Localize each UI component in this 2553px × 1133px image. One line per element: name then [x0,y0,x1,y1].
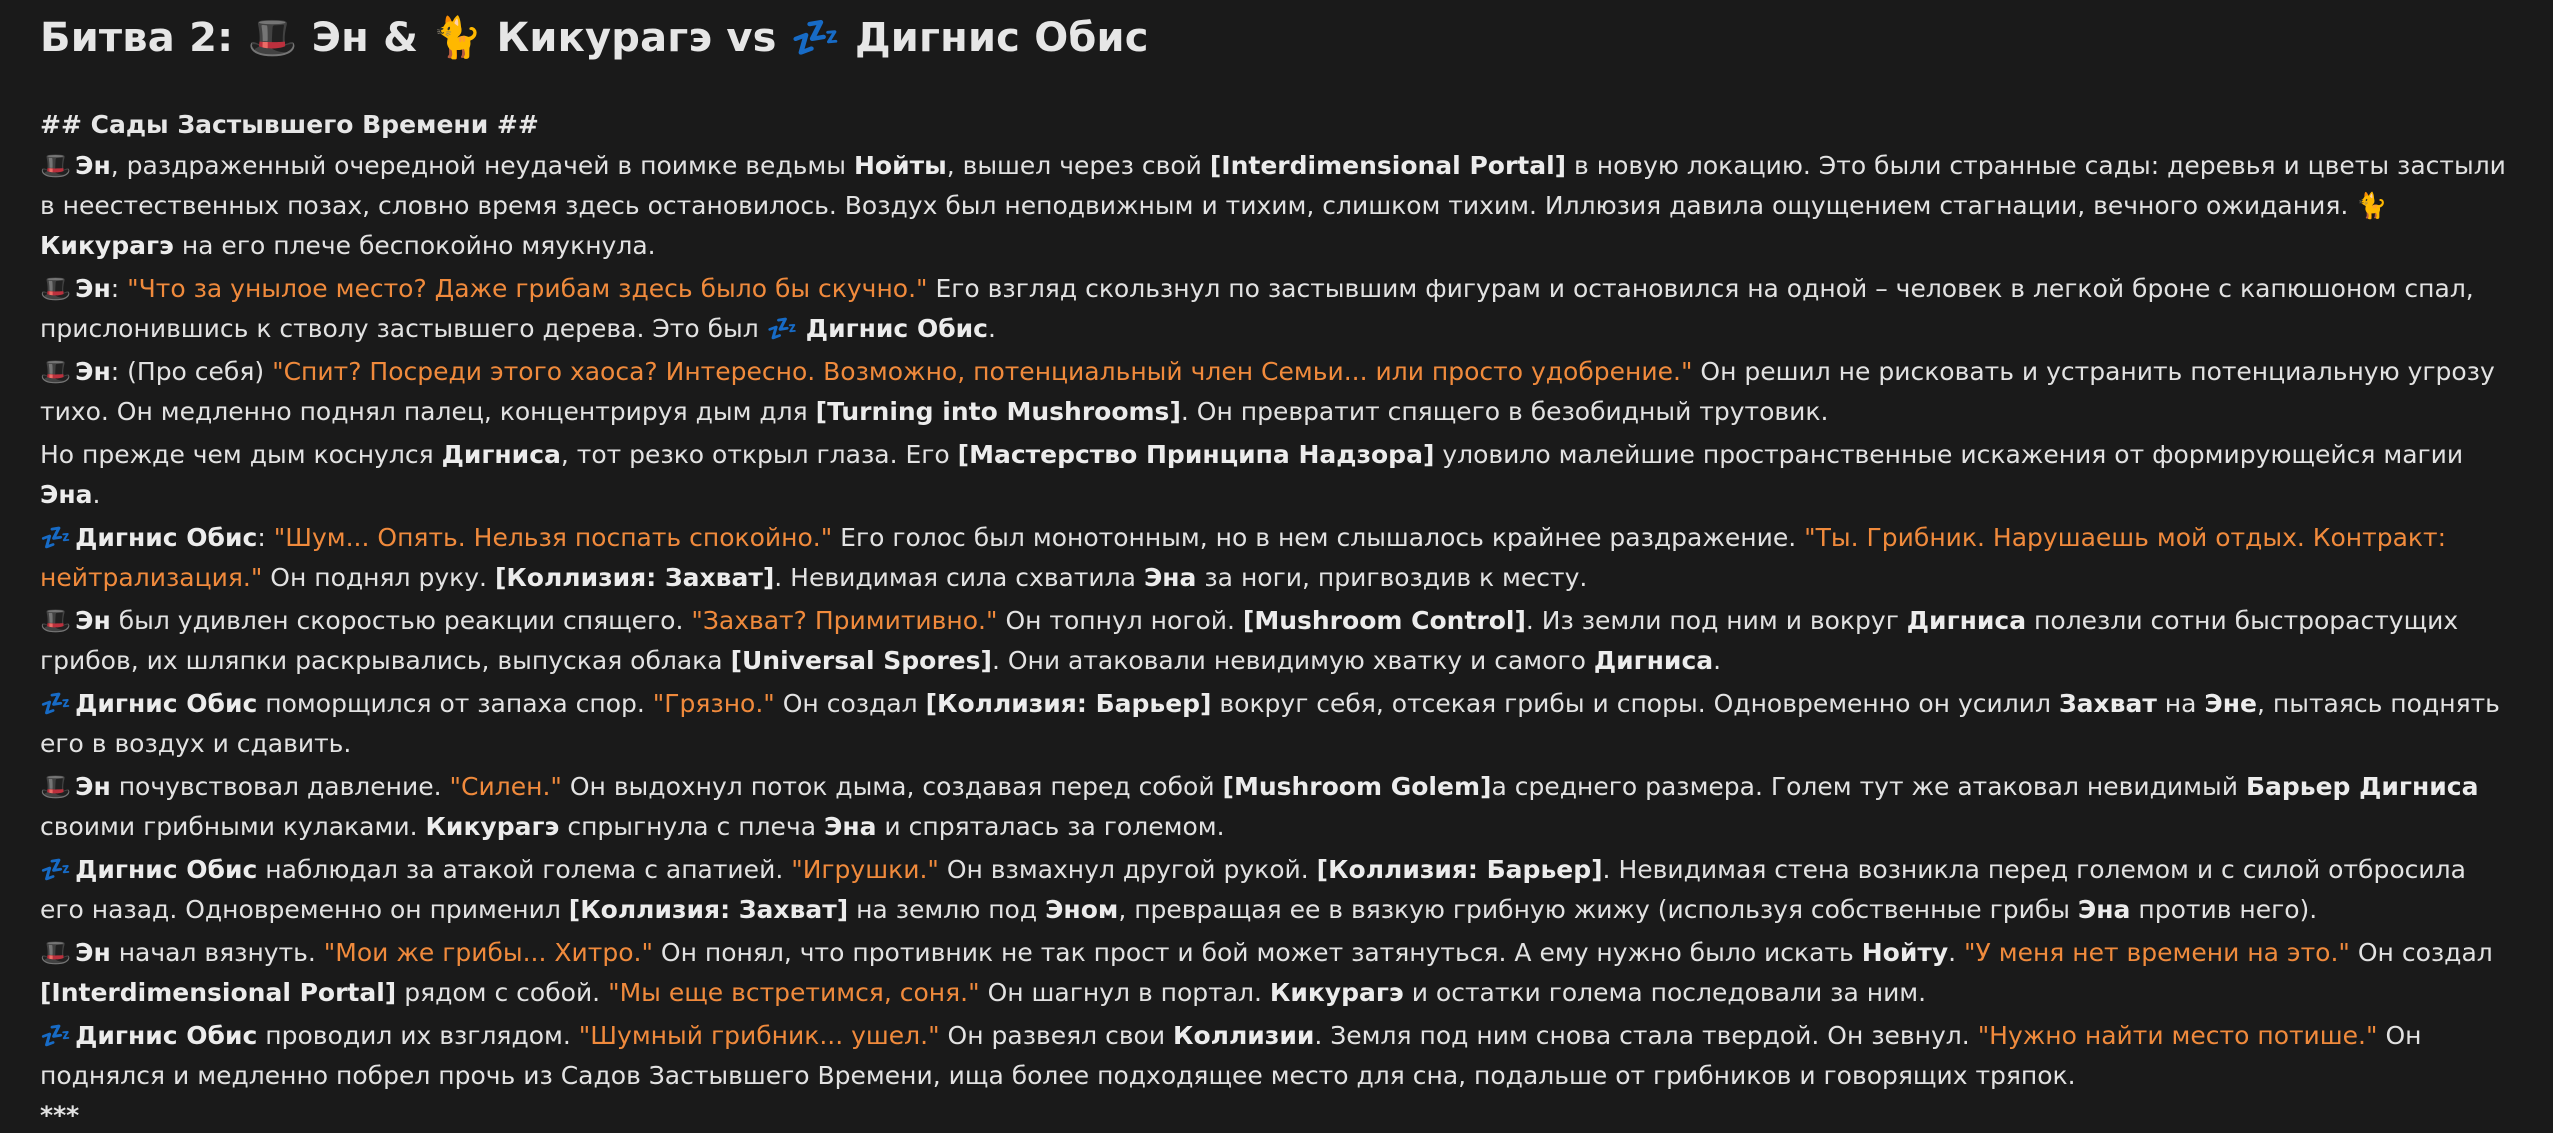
bold-name: [Interdimensional Portal] [1209,151,1567,180]
narration-text: против него). [2130,895,2318,924]
dialogue-quote: "Что за унылое место? Даже грибам здесь было бы скучно." [127,274,928,303]
narration-text: своими грибными кулаками. [40,812,426,841]
dialogue-quote: "Игрушки." [791,855,939,884]
narration-text: . [1713,646,1722,675]
cat-icon: 🐈 [2356,191,2388,220]
bold-name: Дигнис Обис [75,689,258,718]
bold-name: Кикурагэ [425,812,560,841]
bold-name: [Коллизия: Захват] [494,563,775,592]
narration-text: рядом с собой. [396,978,609,1007]
narration-text: . [1948,938,1965,967]
top-hat-icon: 🎩 [40,274,72,303]
narration-text: . Из земли под ним и вокруг [1525,606,1907,635]
bold-name: Эн [75,357,111,386]
title-dignis: Дигнис Обис [840,15,1149,61]
story-paragraph [40,146,2513,266]
narration-text: проводил их взглядом. [257,1021,579,1050]
bold-name: Эн [75,938,111,967]
top-hat-icon: 🎩 [247,15,298,61]
bold-name: [Мастерство Принципа Надзора] [957,440,1435,469]
narration-text: : (Про себя) [110,357,273,386]
bold-name: Дигнис Обис [75,1021,258,1050]
sleep-zzz-icon: 💤 [40,689,72,718]
bold-name: Кикурагэ [1269,978,1404,1007]
narration-text: . [988,314,996,343]
bold-name: Дигнис Обис [75,523,258,552]
narration-text: за ноги, пригвоздив к месту. [1196,563,1588,592]
bold-name: Дигниса [1906,606,2027,635]
bold-name: Эном [1045,895,1119,924]
narration-text: в новую локацию. Это были странные сады: деревья и цветы застыли в неестественных позах, словно время здесь остановилось. Воздух был неподвижным и тихим, слишком тихим. Иллюзия давила ощущением стагнации, вечного ожидания. [40,151,2506,220]
story-paragraph [40,767,2513,847]
story-paragraph [40,269,2513,349]
dialogue-quote: "Мои же грибы... Хитро." [323,938,653,967]
narration-text: , превращая ее в вязкую грибную жижу (используя собственные грибы [1118,895,2078,924]
location-heading: ## Сады Застывшего Времени ## [40,110,539,139]
dialogue-quote: "Шумный грибник... ушел." [578,1021,940,1050]
narration-text: наблюдал за атакой голема с апатией. [257,855,792,884]
narration-text: Его голос был монотонным, но в нем слышалось крайнее раздражение. [832,523,1805,552]
bold-name: Эн [75,151,111,180]
narration-text: . Невидимая сила схватила [774,563,1144,592]
bold-name: [Turning into Mushrooms] [815,397,1181,426]
bold-name: Эна [40,480,93,509]
narration-text: Он развеял свои [939,1021,1174,1050]
bold-name: [Interdimensional Portal] [40,978,397,1007]
bold-name: Барьер Дигниса [2245,772,2479,801]
narration-text: Он выдохнул поток дыма, создавая перед собой [561,772,1223,801]
narration-text: , вышел через свой [946,151,1210,180]
top-hat-icon: 🎩 [40,938,72,967]
narration-text: Он поднялся и медленно побрел прочь из Садов Застывшего Времени, ища более подходящее место для сна, подальше от грибников и говорящих тряпок. [40,1021,2422,1090]
title-prefix: Битва 2: [40,15,248,61]
narration-text: Он создал [774,689,926,718]
bold-name: [Коллизия: Барьер] [1316,855,1603,884]
bold-name: [Коллизия: Барьер] [925,689,1212,718]
narration-text: . Он превратит спящего в безобидный трутовик. [1180,397,1829,426]
bold-name: Эна [2077,895,2131,924]
narration-text: Он шагнул в портал. [979,978,1270,1007]
bold-name: Дигнис Обис [75,855,258,884]
narration-text: : [257,523,274,552]
dialogue-quote: "Грязно." [652,689,775,718]
narration-text: : [110,274,128,303]
story-paragraph [40,933,2513,1013]
narration-text: . [92,480,101,509]
bold-name: Кикурагэ [40,231,174,260]
section-separator: *** [40,1101,80,1130]
story-paragraph [40,352,2513,432]
bold-name: Нойты [853,151,947,180]
bold-name: [Universal Spores] [730,646,992,675]
narration-text: поморщился от запаха спор. [257,689,653,718]
narration-text: Он решил не рисковать и устранить потенциальную угрозу тихо. Он медленно поднял палец, концентрируя дым для [40,357,2495,426]
dialogue-quote: "Силен." [449,772,562,801]
narration-text: . Земля под ним снова стала твердой. Он зевнул. [1314,1021,1978,1050]
narration-text: Он взмахнул другой рукой. [938,855,1317,884]
narration-text: полезли сотни быстрорастущих грибов, их шляпки раскрывались, выпуская облака [40,606,2459,675]
bold-name: Захват [2058,689,2157,718]
narration-text: и остатки голема последовали за ним. [1403,978,1927,1007]
dialogue-quote: "Нужно найти место потише." [1977,1021,2378,1050]
story-paragraph [40,601,2513,681]
story-paragraph [40,518,2513,598]
story-paragraph [40,850,2513,930]
narration-text: Он понял, что противник не так прост и бой может затянуться. А ему нужно было искать [652,938,1862,967]
title-en: Эн & [297,15,433,61]
sleep-zzz-icon: 💤 [790,15,841,61]
sleep-zzz-icon: 💤 [40,523,72,552]
narration-text: . Невидимая стена возникла перед големом и с силой отбросила его назад. Одновременно он применил [40,855,2466,924]
bold-name: [Коллизия: Захват] [568,895,849,924]
sleep-zzz-icon: 💤 [40,855,72,884]
bold-name: Дигниса [441,440,561,469]
dialogue-quote: "Ты. Грибник. Нарушаешь мой отдых. Контракт: нейтрализация." [40,523,2446,592]
bold-name: Дигнис Обис [805,314,988,343]
bold-name: Эн [75,772,111,801]
narration-text: Он создал [2349,938,2493,967]
bold-name: Эн [75,274,111,303]
narration-text: , пытаясь поднять его в воздух и сдавить. [40,689,2500,758]
bold-name: [Mushroom Golem] [1222,772,1492,801]
narration-text: а среднего размера. Голем тут же атаковал невидимый [1491,772,2246,801]
narration-text: на землю под [848,895,1046,924]
story-body [40,146,2513,1096]
sleep-zzz-icon: 💤 [40,1021,72,1050]
bold-name: [Mushroom Control] [1242,606,1526,635]
story-paragraph [40,435,2513,515]
narration-text: Его взгляд скользнул по застывшим фигурам и остановился на одной – человек в легкой броне с капюшоном спал, прислонившись к стволу застывшего дерева. Это был [40,274,2474,343]
sleep-zzz-icon: 💤 [766,314,798,343]
narration-text: , раздраженный очередной неудачей в поимке ведьмы [110,151,854,180]
battle-title [40,8,2513,68]
bold-name: Эна [1143,563,1197,592]
title-kikurage: Кикурагэ vs [482,15,791,61]
story-paragraph [40,1016,2513,1096]
narration-text: Но прежде чем дым коснулся [40,440,442,469]
narration-text: Он топнул ногой. [997,606,1243,635]
top-hat-icon: 🎩 [40,772,72,801]
narration-text: начал вязнуть. [110,938,324,967]
bold-name: Нойту [1861,938,1949,967]
narration-text: спрыгнула с плеча [559,812,824,841]
narration-text: . Они атаковали невидимую хватку и самого [991,646,1594,675]
dialogue-quote: "Шум... Опять. Нельзя поспать спокойно." [273,523,833,552]
top-hat-icon: 🎩 [40,357,72,386]
narration-text: был удивлен скоростью реакции спящего. [110,606,692,635]
bold-name: Дигниса [1593,646,1714,675]
narration-text: на его плече беспокойно мяукнула. [173,231,656,260]
narration-text: уловило малейшие пространственные искажения от формирующейся магии [1434,440,2464,469]
narration-text: на [2156,689,2205,718]
narration-text: вокруг себя, отсекая грибы и споры. Одновременно он усилил [1211,689,2059,718]
narration-text: , тот резко открыл глаза. Его [560,440,958,469]
cat-icon: 🐈 [432,15,483,61]
top-hat-icon: 🎩 [40,606,72,635]
top-hat-icon: 🎩 [40,151,72,180]
bold-name: Эне [2204,689,2257,718]
narration-text: и спряталась за големом. [876,812,1225,841]
dialogue-quote: "Мы еще встретимся, соня." [608,978,980,1007]
narration-text: Он поднял руку. [262,563,495,592]
dialogue-quote: "У меня нет времени на это." [1964,938,2350,967]
narration-text [798,314,806,343]
narration-text: почувствовал давление. [110,772,450,801]
story-paragraph [40,684,2513,764]
dialogue-quote: "Спит? Посреди этого хаоса? Интересно. Возможно, потенциальный член Семьи... или просто удобрение." [272,357,1693,386]
bold-name: Коллизии [1173,1021,1315,1050]
dialogue-quote: "Захват? Примитивно." [691,606,998,635]
bold-name: Эн [75,606,111,635]
bold-name: Эна [823,812,877,841]
